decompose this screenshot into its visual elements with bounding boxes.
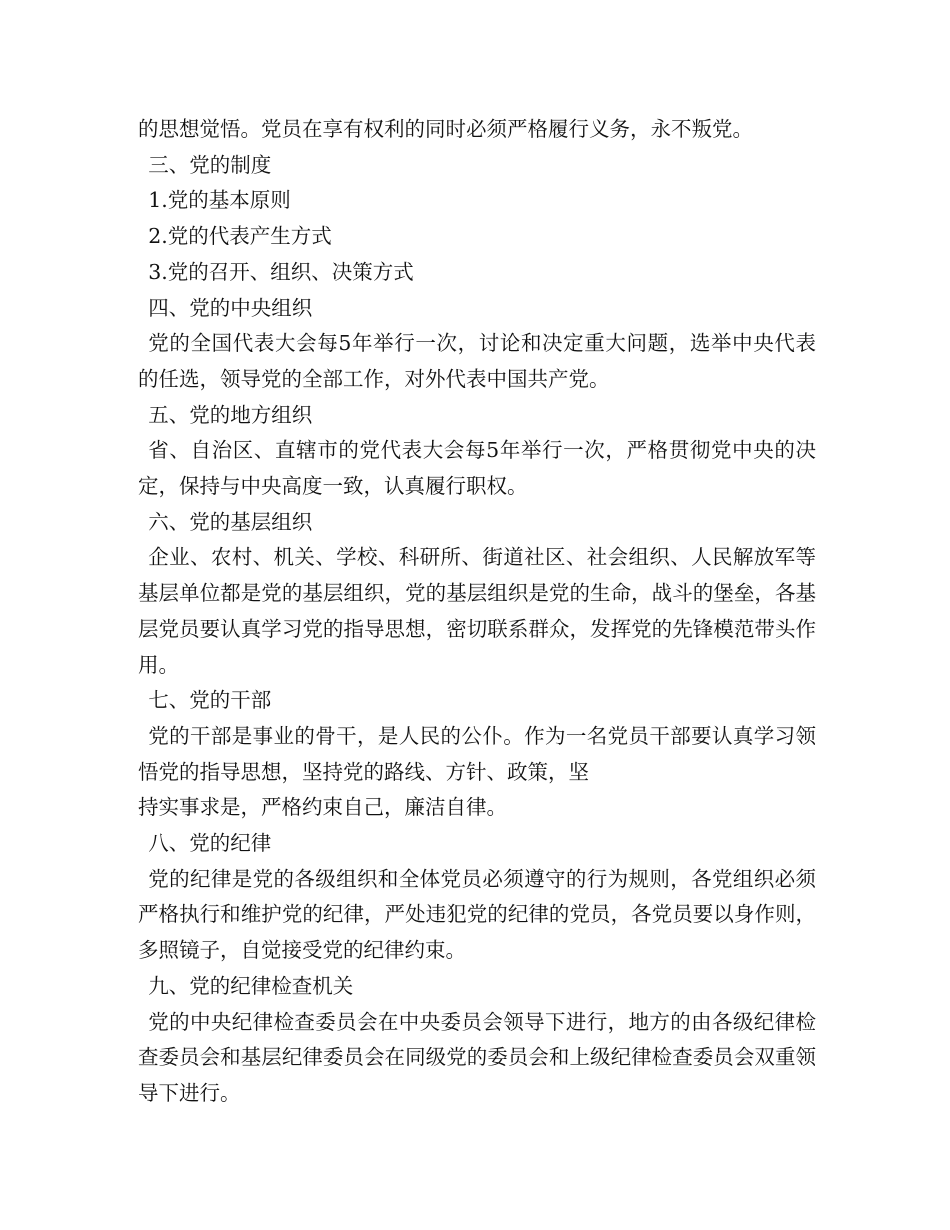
paragraph-discipline-inspection: 党的中央纪律检查委员会在中央委员会领导下进行，地方的由各级纪律检查委员会和基层纪律委员会在同级党的委员会和上级纪律检查委员会双重领导下进行。 bbox=[138, 1009, 816, 1105]
list-item-basic-principles: 1.党的基本原则 bbox=[148, 188, 291, 213]
document-body bbox=[138, 112, 816, 1112]
paragraph-central-organization: 党的全国代表大会每5年举行一次，讨论和决定重大问题，选举中央代表的任选，领导党的全部工作，对外代表中国共产党。 bbox=[138, 331, 816, 391]
paragraph-grassroots-organization: 企业、农村、机关、学校、科研所、街道社区、社会组织、人民解放军等基层单位都是党的基层组织，党的基层组织是党的生命，战斗的堡垒，各基层党员要认真学习党的指导思想，密切联系群众，发挥党的先锋模范带头作用。 bbox=[138, 545, 816, 677]
paragraph-continuation: 的思想觉悟。党员在享有权利的同时必须严格履行义务，永不叛党。 bbox=[138, 117, 753, 141]
list-item-representative-selection: 2.党的代表产生方式 bbox=[148, 224, 332, 249]
paragraph-discipline: 党的纪律是党的各级组织和全体党员必须遵守的行为规则，各党组织必须严格执行和维护党的纪律，严处违犯党的纪律的党员，各党员要以身作则，多照镜子，自觉接受党的纪律约束。 bbox=[138, 866, 816, 963]
list-item-convening-methods: 3.党的召开、组织、决策方式 bbox=[148, 259, 414, 284]
section-heading-central-organization: 四、党的中央组织 bbox=[148, 295, 313, 320]
section-heading-cadres: 七、党的干部 bbox=[148, 688, 272, 713]
section-heading-discipline-inspection: 九、党的纪律检查机关 bbox=[148, 973, 354, 998]
section-heading-party-system: 三、党的制度 bbox=[148, 152, 272, 177]
paragraph-cadres-continuation: 持实事求是，严格约束自己，廉洁自律。 bbox=[138, 795, 507, 820]
section-heading-local-organization: 五、党的地方组织 bbox=[148, 402, 313, 427]
section-heading-discipline: 八、党的纪律 bbox=[148, 831, 272, 856]
paragraph-cadres: 党的干部是事业的骨干，是人民的公仆。作为一名党员干部要认真学习领悟党的指导思想，坚持党的路线、方针、政策，坚 bbox=[138, 723, 816, 784]
paragraph-local-organization: 省、自治区、直辖市的党代表大会每5年举行一次，严格贯彻党中央的决定，保持与中央高度一致，认真履行职权。 bbox=[138, 438, 816, 499]
section-heading-grassroots-organization: 六、党的基层组织 bbox=[148, 509, 313, 534]
